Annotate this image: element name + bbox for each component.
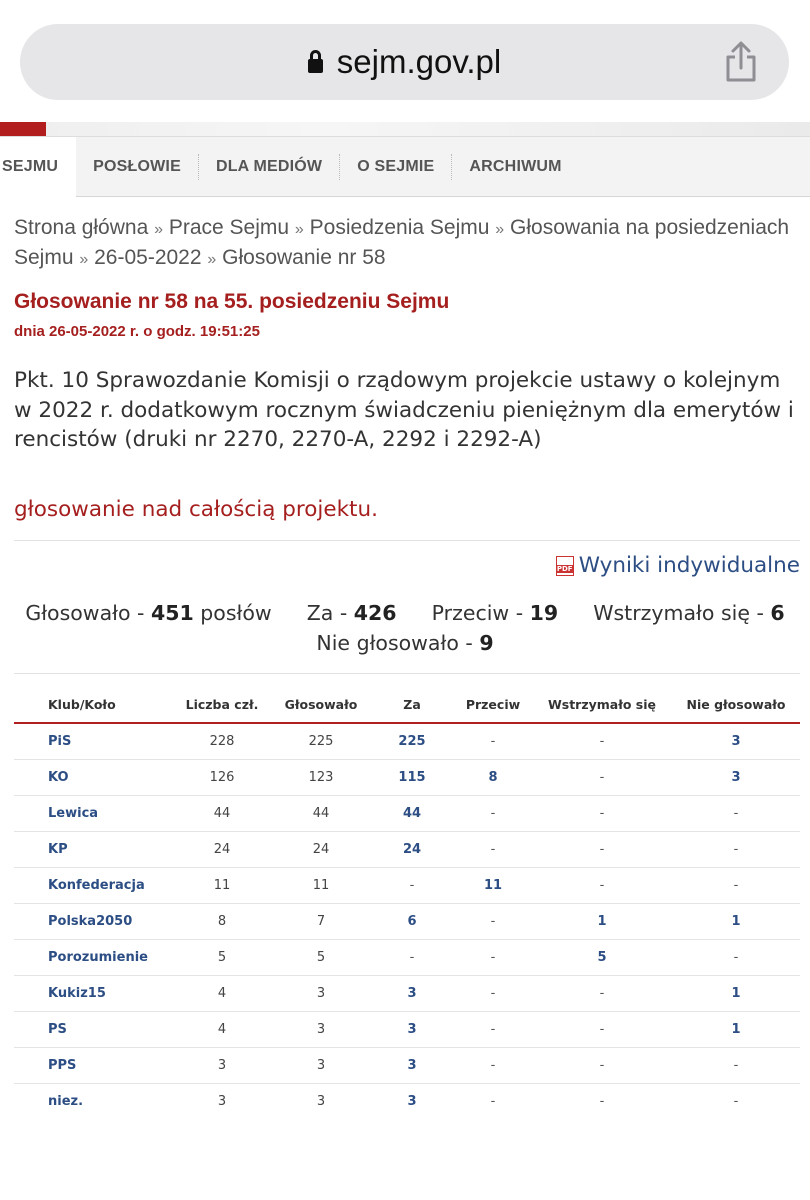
table-cell: 5 <box>272 939 370 975</box>
breadcrumb-separator: » <box>294 221 304 238</box>
vote-count-link[interactable]: 5 <box>532 939 672 975</box>
table-cell: - <box>454 795 532 831</box>
breadcrumb-separator: » <box>207 251 217 268</box>
vote-count-link[interactable]: 1 <box>672 975 800 1011</box>
vote-count-link[interactable]: 3 <box>370 1011 454 1047</box>
table-cell: - <box>599 1093 605 1109</box>
header-red-accent <box>0 122 46 136</box>
nav-item-o-sejmie[interactable]: O SEJMIE <box>340 154 452 180</box>
col-header-za: Za <box>370 687 454 723</box>
col-header-members: Liczba czł. <box>172 687 272 723</box>
table-cell: - <box>532 759 672 795</box>
wstrzymalo-count: 6 <box>770 601 785 625</box>
table-cell: 5 <box>172 939 272 975</box>
table-cell: - <box>672 795 800 831</box>
vote-summary <box>0 598 810 658</box>
club-link[interactable]: niez. <box>48 1093 84 1109</box>
voted-count: 451 <box>150 601 194 625</box>
vote-count-link[interactable]: 8 <box>454 759 532 795</box>
table-row <box>14 723 800 759</box>
table-row <box>14 867 800 903</box>
table-cell: - <box>454 1047 532 1083</box>
vote-count-link[interactable]: 3 <box>672 723 800 759</box>
breadcrumb-link-date[interactable]: 26-05-2022 <box>94 246 202 269</box>
table-row <box>14 975 800 1011</box>
breadcrumb-link-glosowania[interactable]: Głosowania na posiedzeniach Sejmu <box>14 216 790 269</box>
table-header-row <box>14 687 800 723</box>
table-cell: - <box>532 831 672 867</box>
club-link[interactable]: Porozumienie <box>14 939 172 975</box>
club-link[interactable]: PPS <box>14 1047 172 1083</box>
divider <box>14 673 800 674</box>
table-cell: - <box>672 1047 800 1083</box>
table-cell: 11 <box>272 867 370 903</box>
vote-count-link[interactable]: 24 <box>370 831 454 867</box>
wstrzymalo-label: Wstrzymało się - <box>593 601 764 625</box>
table-row <box>14 903 800 939</box>
table-cell: - <box>532 1047 672 1083</box>
table-cell: 3 <box>172 1047 272 1083</box>
club-link[interactable]: Polska2050 <box>14 903 172 939</box>
table-cell: - <box>370 867 454 903</box>
url-display[interactable] <box>20 24 789 100</box>
col-header-nie-glosowalo: Nie głosowało <box>672 687 800 723</box>
nav-item-dla-mediow[interactable]: DLA MEDIÓW <box>199 154 340 180</box>
vote-scope: głosowanie nad całością projektu. <box>14 497 378 522</box>
table-cell: 44 <box>272 795 370 831</box>
summary-line-1 <box>0 598 810 628</box>
pdf-badge: PDF <box>556 564 573 573</box>
url-text: sejm.gov.pl <box>336 43 502 80</box>
nav-item-poslowie[interactable]: POSŁOWIE <box>76 154 199 180</box>
table-cell: - <box>454 975 532 1011</box>
table-cell: - <box>733 1093 739 1109</box>
breadcrumb <box>14 214 794 274</box>
breadcrumb-link-home[interactable]: Strona główna <box>14 216 149 239</box>
table-cell: - <box>672 939 800 975</box>
table-row <box>14 831 800 867</box>
table-cell: 11 <box>172 867 272 903</box>
vote-count-link[interactable]: 44 <box>370 795 454 831</box>
table-cell: 126 <box>172 759 272 795</box>
vote-count-link[interactable]: 3 <box>672 759 800 795</box>
table-cell: - <box>672 867 800 903</box>
table-cell: 3 <box>217 1093 227 1109</box>
vote-count-link[interactable]: 3 <box>407 1093 417 1109</box>
table-cell: - <box>370 939 454 975</box>
table-cell: - <box>454 1011 532 1047</box>
table-cell: - <box>532 1011 672 1047</box>
col-header-wstrzymalo: Wstrzymało się <box>532 687 672 723</box>
table-cell: - <box>532 975 672 1011</box>
table-cell: 3 <box>316 1093 326 1109</box>
col-header-club: Klub/Koło <box>14 687 172 723</box>
breadcrumb-separator: » <box>495 221 505 238</box>
breadcrumb-separator: » <box>79 251 89 268</box>
address-bar[interactable] <box>20 24 789 100</box>
table-cell: 44 <box>172 795 272 831</box>
vote-datetime: dnia 26-05-2022 r. o godz. 19:51:25 <box>14 323 260 340</box>
club-link[interactable]: Kukiz15 <box>14 975 172 1011</box>
table-cell: 24 <box>172 831 272 867</box>
table-row <box>14 759 800 795</box>
lock-icon <box>308 59 323 73</box>
header-band <box>0 122 810 136</box>
table-cell: - <box>454 903 532 939</box>
page-title: Głosowanie nr 58 na 55. posiedzeniu Sejmu <box>14 290 450 313</box>
share-icon[interactable] <box>721 40 761 84</box>
vote-count-link[interactable]: 11 <box>454 867 532 903</box>
table-cell: 8 <box>172 903 272 939</box>
breadcrumb-link-posiedzenia[interactable]: Posiedzenia Sejmu <box>309 216 490 239</box>
vote-count-link[interactable]: 115 <box>370 759 454 795</box>
vote-count-link[interactable]: 1 <box>672 1011 800 1047</box>
vote-description: Pkt. 10 Sprawozdanie Komisji o rządowym projekcie ustawy o kolejnym w 2022 r. dodatkowym rocznym świadczeniu pieniężnym dla emerytów i rencistów (druki nr 2270, 2270-A, 2292 i 2292-A) <box>14 368 794 452</box>
breadcrumb-current: Głosowanie nr 58 <box>222 246 386 269</box>
nav-item-archiwum[interactable]: ARCHIWUM <box>469 157 562 175</box>
table-cell: 4 <box>172 1011 272 1047</box>
table-row <box>14 795 800 831</box>
breadcrumb-link-prace[interactable]: Prace Sejmu <box>168 216 290 239</box>
nie-glosowalo-count: 9 <box>479 631 494 655</box>
table-cell: 4 <box>172 975 272 1011</box>
za-label: Za - <box>306 601 348 625</box>
nie-glosowalo-label: Nie głosowało - <box>316 631 473 655</box>
summary-line-2 <box>0 628 810 658</box>
table-cell: - <box>532 795 672 831</box>
table-row <box>14 939 800 975</box>
pdf-icon <box>556 556 574 576</box>
main-nav <box>0 136 810 197</box>
vote-count-link[interactable]: 1 <box>532 903 672 939</box>
table-cell: - <box>490 1093 496 1109</box>
table-cell: - <box>532 723 672 759</box>
club-link[interactable]: PS <box>14 1011 172 1047</box>
club-link[interactable]: KP <box>14 831 172 867</box>
vote-count-link[interactable]: 1 <box>672 903 800 939</box>
przeciw-count: 19 <box>529 601 559 625</box>
table-cell: - <box>532 867 672 903</box>
browser-chrome <box>0 0 810 122</box>
table-cell: - <box>454 939 532 975</box>
club-link[interactable]: Konfederacja <box>14 867 172 903</box>
breadcrumb-separator: » <box>154 221 164 238</box>
club-link[interactable]: Lewica <box>14 795 172 831</box>
za-count: 426 <box>353 601 397 625</box>
nav-item-sejmu[interactable]: SEJMU <box>0 137 76 197</box>
col-header-voted: Głosowało <box>272 687 370 723</box>
individual-results-link[interactable] <box>556 553 800 578</box>
table-row <box>14 1011 800 1047</box>
table-cell: 123 <box>272 759 370 795</box>
table-cell: 3 <box>272 1047 370 1083</box>
col-header-przeciw: Przeciw <box>454 687 532 723</box>
table-row <box>14 1083 800 1119</box>
table-cell: - <box>454 723 532 759</box>
table-cell: 3 <box>272 975 370 1011</box>
table-cell: 225 <box>272 723 370 759</box>
vote-count-link[interactable]: 3 <box>370 975 454 1011</box>
divider <box>14 540 800 541</box>
table-cell: 228 <box>172 723 272 759</box>
club-link[interactable]: KO <box>14 759 172 795</box>
club-link[interactable]: PiS <box>14 723 172 759</box>
table-cell: 24 <box>272 831 370 867</box>
przeciw-label: Przeciw - <box>431 601 524 625</box>
voted-unit: posłów <box>200 601 272 625</box>
voted-label: Głosowało - <box>25 601 145 625</box>
vote-count-link[interactable]: 3 <box>370 1047 454 1083</box>
table-row <box>14 1047 800 1083</box>
individual-results-label: Wyniki indywidualne <box>578 553 800 578</box>
table-cell: - <box>454 831 532 867</box>
table-cell: 7 <box>272 903 370 939</box>
table-cell: - <box>672 831 800 867</box>
table-cell: 3 <box>272 1011 370 1047</box>
vote-count-link[interactable]: 6 <box>370 903 454 939</box>
vote-count-link[interactable]: 225 <box>370 723 454 759</box>
votes-by-club-table <box>14 687 800 1119</box>
